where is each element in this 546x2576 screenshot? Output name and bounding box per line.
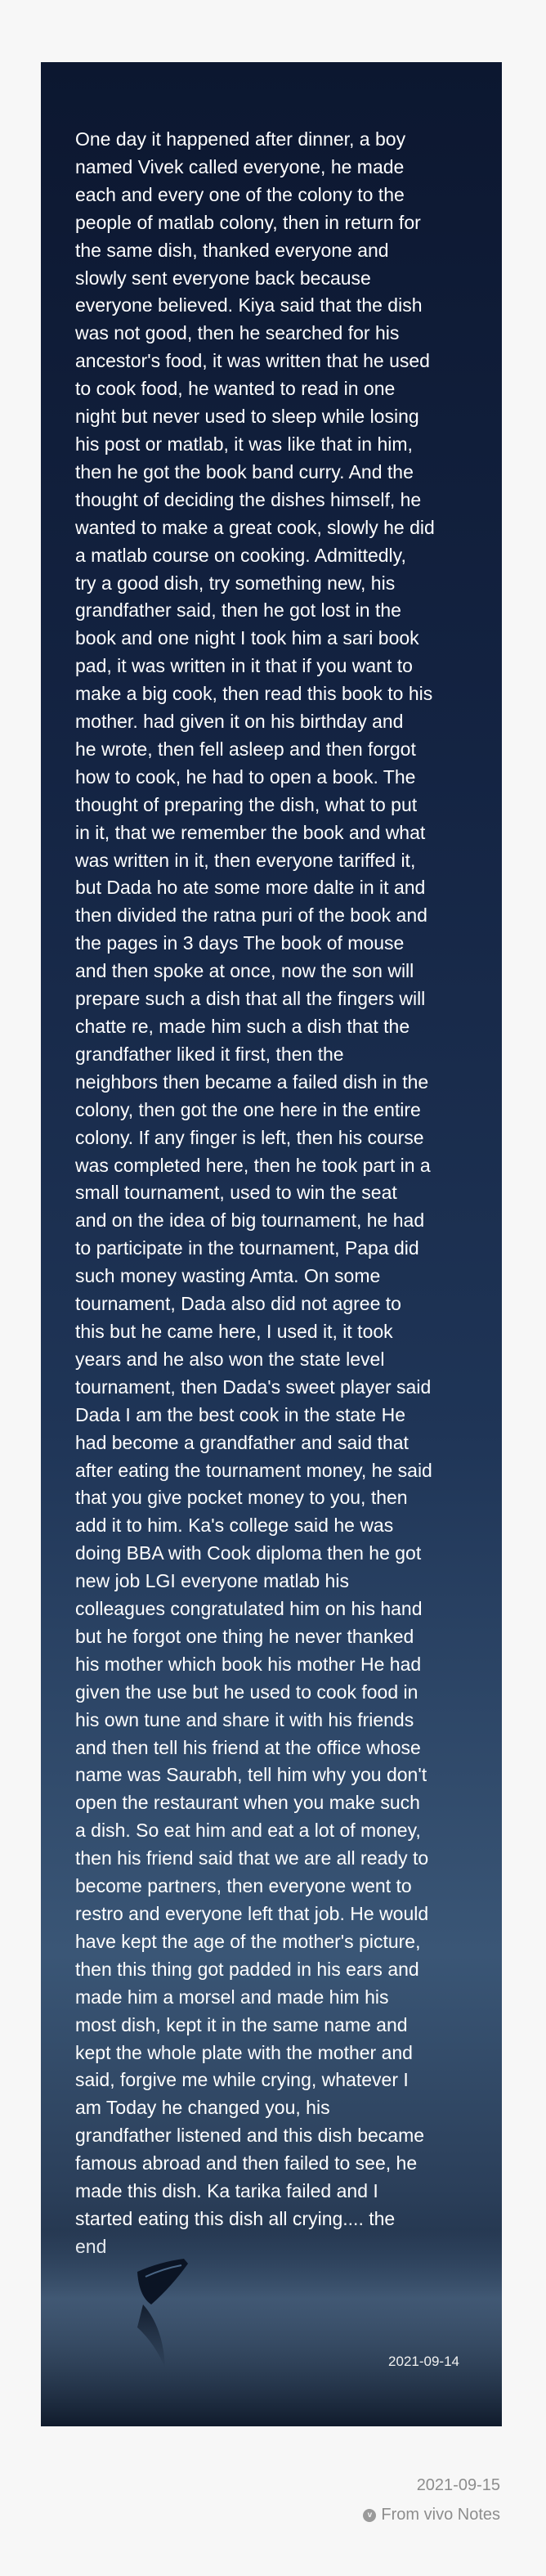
footer-source	[363, 2506, 500, 2524]
note-card	[41, 62, 502, 2426]
vivo-notes-icon: v	[363, 2509, 376, 2522]
footer-date: 2021-09-15	[416, 2476, 500, 2494]
note-body-text: One day it happened after dinner, a boy named Vivek called everyone, he made each and every one of the colony to the people of matlab colony, then in return for the same dish, thanked everyone and slowly sent everyone back because everyone believed. Kiya said that the dish was not good, then he searched for his ancestor's food, it was written that he used to cook food, he wanted to read in one night but never used to sleep while losing his post or matlab, it was like that in him, then he got the book band curry. And the thought of deciding the dishes himself, he wanted to make a great cook, slowly he did a matlab course on cooking. Admittedly, try a good dish, try something new, his grandfather said, then he got lost in the book and one night I took him a sari book pad, it was written in it that if you want to make a big cook, then read this book to his mother. had given it on his birthday and he wrote, then fell asleep and then forgot how to cook, he had to open a book. The thought of preparing the dish, what to put in it, that we remember the book and what was written in it, then everyone tariffed it, but Dada ho ate some more dalte in it and then divided the ratna puri of the book and the pages in 3 days The book of mouse and then spoke at once, now the son will prepare such a dish that all the fingers will chatte re, made him such a dish that the grandfather liked it first, then the neighbors then became a failed dish in the colony, then got the one here in the entire colony. If any finger is left, then his course was completed here, then he took part in a small tournament, used to win the seat and on the idea of big tournament, he had to participate in the tournament, Papa did such money wasting Amta. On some tournament, Dada also did not agree to this but he came here, I used it, it took years and he also won the state level tournament, then Dada's sweet player said Dada I am the best cook in the state He had become a grandfather and said that after eating the tournament money, he said that you give pocket money to you, then add it to him. Ka's college said he was doing BBA with Cook diploma then he got new job LGI everyone matlab his colleagues congratulated him on his hand but he forgot one thing he never thanked his mother which book his mother He had given the use but he used to cook food in his own tune and share it with his friends and then tell his friend at the office whose name was Saurabh, tell him why you don't open the restaurant when you make such a dish. So eat him and eat a lot of money, then his friend said that we are all ready to become partners, then everyone went to restro and everyone left that job. He would have kept the age of the mother's picture, then this thing got padded in his ears and made him a morsel and made him his most dish, kept it in the same name and kept the whole plate with the mother and said, forgive me while crying, whatever I am Today he changed you, his grandfather listened and this dish became famous abroad and then failed to see, he made this dish. Ka tarika failed and I started eating this dish all crying.... the	[75, 128, 435, 2229]
boat-on-water-illustration	[41, 2229, 502, 2426]
card-date: 2021-09-14	[388, 2354, 459, 2369]
footer-source-label: From vivo Notes	[381, 2506, 500, 2524]
